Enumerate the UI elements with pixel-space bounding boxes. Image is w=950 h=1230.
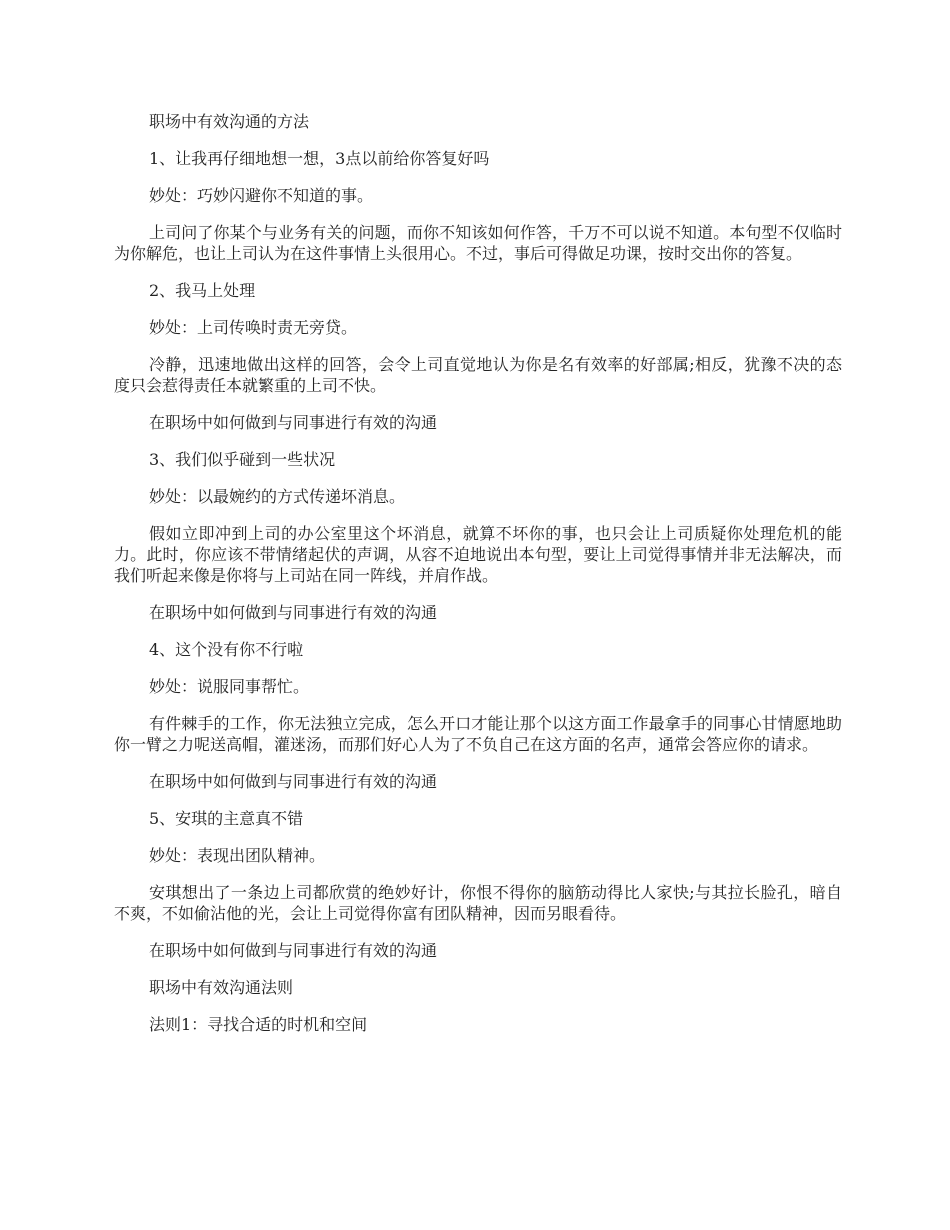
item-2-explanation: 冷静，迅速地做出这样的回答，会令上司直觉地认为你是名有效率的好部属;相反，犹豫不决的态度只会惹得责任本就繁重的上司不快。 <box>114 355 842 395</box>
item-5-title: 5、安琪的主意真不错 <box>149 809 304 828</box>
item-2-title: 2、我马上处理 <box>149 281 256 300</box>
item-1-benefit: 妙处：巧妙闪避你不知道的事。 <box>149 186 374 205</box>
item-3-benefit: 妙处：以最婉约的方式传递坏消息。 <box>149 487 406 506</box>
document-body <box>114 111 842 1051</box>
item-4-title: 4、这个没有你不行啦 <box>149 640 304 659</box>
item-2-benefit: 妙处：上司传唤时责无旁贷。 <box>149 318 358 337</box>
heading-methods: 职场中有效沟通的方法 <box>149 112 310 131</box>
section-heading: 在职场中如何做到与同事进行有效的沟通 <box>149 772 438 791</box>
section-heading: 在职场中如何做到与同事进行有效的沟通 <box>149 413 438 432</box>
item-4-explanation: 有件棘手的工作，你无法独立完成，怎么开口才能让那个以这方面工作最拿手的同事心甘情愿地助你一臂之力呢送高帽，灌迷汤，而那们好心人为了不负自己在这方面的名声，通常会答应你的请求。 <box>114 714 842 754</box>
item-3-explanation: 假如立即冲到上司的办公室里这个坏消息，就算不坏你的事，也只会让上司质疑你处理危机的能力。此时，你应该不带情绪起伏的声调，从容不迫地说出本句型，要让上司觉得事情并非无法解决，而我们听起来像是你将与上司站在同一阵线，并肩作战。 <box>114 524 842 585</box>
item-4-benefit: 妙处：说服同事帮忙。 <box>149 677 310 696</box>
item-1-explanation: 上司问了你某个与业务有关的问题，而你不知该如何作答，千万不可以说不知道。本句型不仅临时为你解危，也让上司认为在这件事情上头很用心。不过，事后可得做足功课，按时交出你的答复。 <box>114 223 842 263</box>
section-heading: 在职场中如何做到与同事进行有效的沟通 <box>149 603 438 622</box>
item-3-title: 3、我们似乎碰到一些状况 <box>149 450 336 469</box>
item-5-benefit: 妙处：表现出团队精神。 <box>149 846 326 865</box>
rule-1-title: 法则1：寻找合适的时机和空间 <box>149 1015 368 1034</box>
rules-heading: 职场中有效沟通法则 <box>149 978 294 997</box>
item-5-explanation: 安琪想出了一条边上司都欣赏的绝妙好计，你恨不得你的脑筋动得比人家快;与其拉长脸孔，暗自不爽，不如偷沾他的光，会让上司觉得你富有团队精神，因而另眼看待。 <box>114 883 842 923</box>
item-1-title: 1、让我再仔细地想一想，3点以前给你答复好吗 <box>149 149 490 168</box>
section-heading: 在职场中如何做到与同事进行有效的沟通 <box>149 941 438 960</box>
